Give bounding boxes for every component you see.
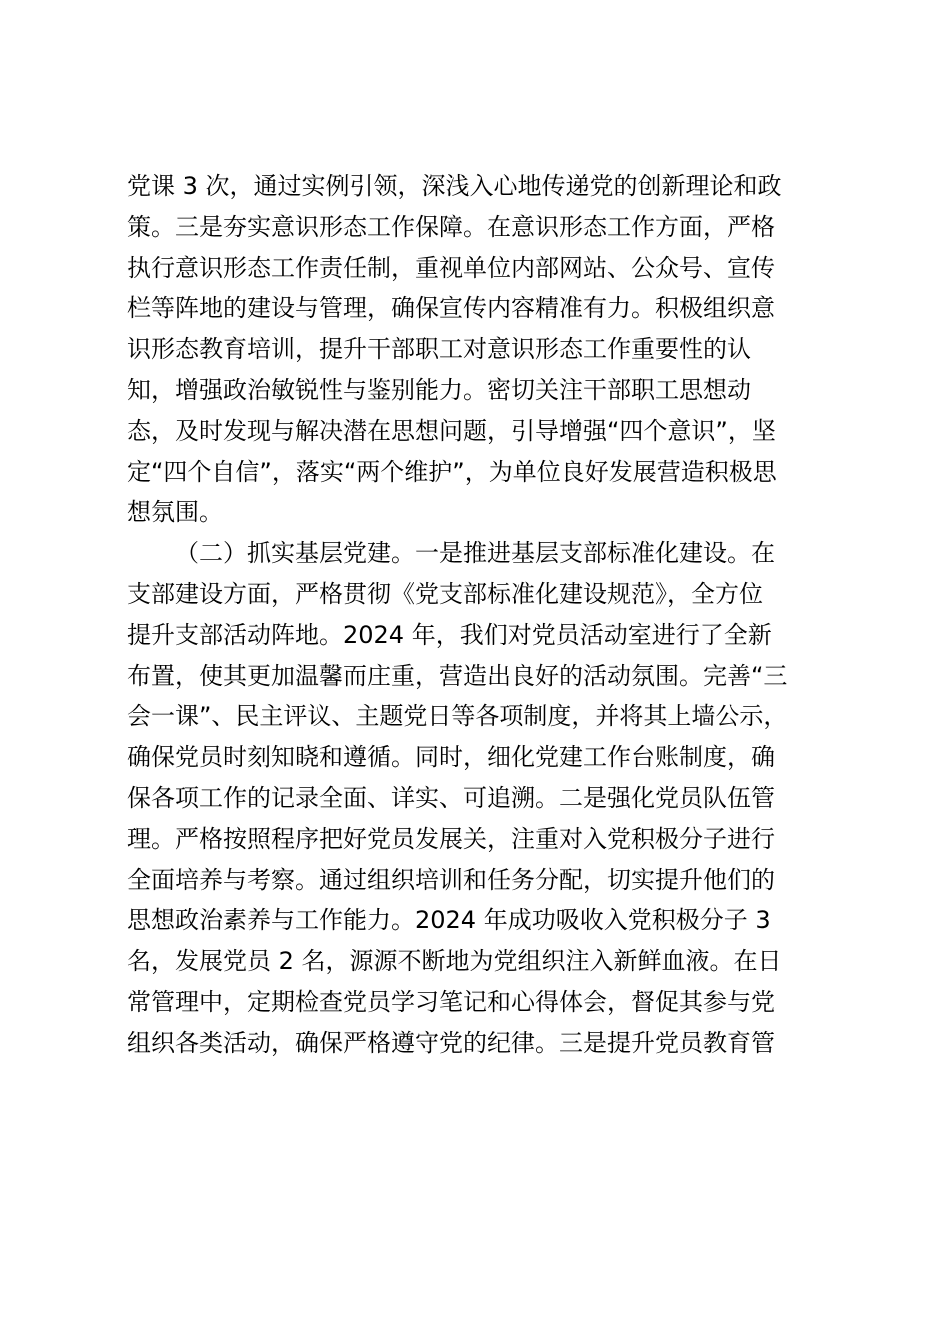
text-line: 全面培养与考察。通过组织培训和任务分配，切实提升他们的 [127, 865, 775, 894]
text-line: 名，发展党员 2 名，源源不断地为党组织注入新鲜血液。在日 [127, 947, 782, 976]
text-line: 思想政治素养与工作能力。2024 年成功吸收入党积极分子 3 [127, 906, 771, 935]
text-line: 党课 3 次，通过实例引领，深浅入心地传递党的创新理论和政 [127, 172, 782, 200]
document-body [127, 166, 822, 1064]
text-line: 支部建设方面，严格贯彻《党支部标准化建设规范》，全方位 [127, 579, 763, 608]
text-line: 知，增强政治敏锐性与鉴别能力。密切关注干部职工思想动 [127, 375, 751, 404]
text-line: 想氛围。 [127, 498, 223, 527]
text-line: 执行意识形态工作责任制，重视单位内部网站、公众号、宣传 [127, 253, 775, 282]
paragraph-first-line: （二）抓实基层党建。一是推进基层支部标准化建设。在 [175, 539, 775, 568]
text-line: 栏等阵地的建设与管理，确保宣传内容精准有力。积极组织意 [127, 294, 775, 323]
text-line: 布置，使其更加温馨而庄重，营造出良好的活动氛围。完善“三 [127, 661, 788, 690]
text-line: 保各项工作的记录全面、详实、可追溯。二是强化党员队伍管 [127, 783, 775, 812]
text-line: 确保党员时刻知晓和遵循。同时，细化党建工作台账制度，确 [127, 743, 775, 772]
text-line: 常管理中，定期检查党员学习笔记和心得体会，督促其参与党 [127, 987, 775, 1016]
text-line: 策。三是夯实意识形态工作保障。在意识形态工作方面，严格 [127, 212, 775, 241]
text-line: 理。严格按照程序把好党员发展关，注重对入党积极分子进行 [127, 824, 775, 853]
text-line: 会一课”、民主评议、主题党日等各项制度，并将其上墙公示， [127, 702, 788, 731]
text-line: 组织各类活动，确保严格遵守党的纪律。三是提升党员教育管 [127, 1028, 775, 1057]
text-line: 定“四个自信”，落实“两个维护”，为单位良好发展营造积极思 [127, 457, 777, 486]
text-line: 提升支部活动阵地。2024 年，我们对党员活动室进行了全新 [127, 620, 772, 649]
text-line: 态，及时发现与解决潜在思想问题，引导增强“四个意识”，坚 [127, 416, 776, 445]
text-line: 识形态教育培训，提升干部职工对意识形态工作重要性的认 [127, 335, 751, 364]
